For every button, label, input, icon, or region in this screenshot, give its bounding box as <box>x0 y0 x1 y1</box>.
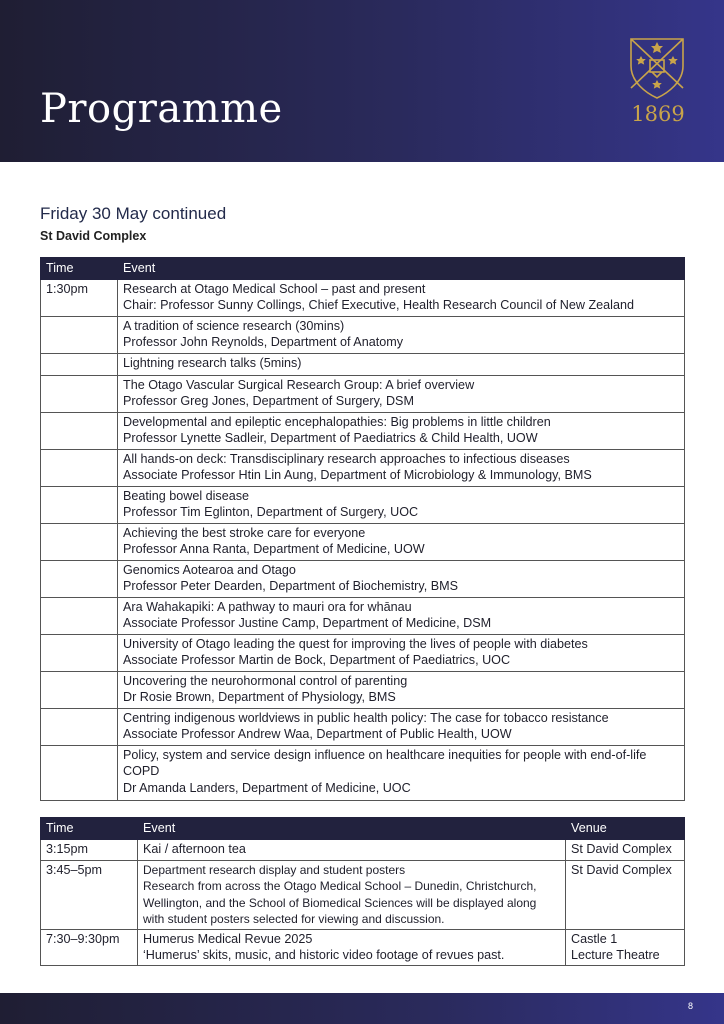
venue-name: St David Complex <box>571 862 672 877</box>
event-speaker: Chair: Professor Sunny Collings, Chief Executive, Health Research Council of New Zealand <box>123 298 634 312</box>
university-crest-icon <box>628 36 686 100</box>
event-cell <box>118 279 685 316</box>
event-title: The Otago Vascular Surgical Research Group: A brief overview <box>123 377 475 392</box>
venue-name: Castle 1 <box>571 931 618 946</box>
event-title: Department research display and student posters <box>143 862 406 877</box>
event-speaker: Dr Rosie Brown, Department of Physiology, BMS <box>123 690 396 704</box>
page-header <box>0 0 724 162</box>
event-cell <box>118 486 685 523</box>
event-cell <box>138 929 566 965</box>
table-row <box>41 449 685 486</box>
event-title: University of Otago leading the quest for improving the lives of people with diabetes <box>123 636 588 651</box>
event-title: Developmental and epileptic encephalopathies: Big problems in little children <box>123 414 551 429</box>
time-cell <box>41 449 118 486</box>
time-cell: 3:15pm <box>41 839 138 860</box>
event-title: Humerus Medical Revue 2025 <box>143 931 313 946</box>
table-row <box>41 353 685 375</box>
event-title: Kai / afternoon tea <box>143 841 246 856</box>
crest-year: 1869 <box>631 102 685 126</box>
time-cell: 7:30–9:30pm <box>41 929 138 965</box>
col-header-event: Event <box>118 258 685 280</box>
table-row <box>41 671 685 708</box>
table-row <box>41 279 685 316</box>
event-cell <box>138 839 566 860</box>
event-speaker: Professor Tim Eglinton, Department of Surgery, UOC <box>123 505 419 519</box>
event-speaker: Professor Greg Jones, Department of Surgery, DSM <box>123 394 414 408</box>
event-speaker: Associate Professor Justine Camp, Department of Medicine, DSM <box>123 616 492 630</box>
event-cell <box>118 560 685 597</box>
event-detail: ‘Humerus’ skits, music, and historic video footage of revues past. <box>143 948 505 962</box>
time-cell <box>41 316 118 353</box>
event-speaker: Professor Peter Dearden, Department of Biochemistry, BMS <box>123 579 459 593</box>
event-cell <box>118 375 685 412</box>
section-venue: St David Complex <box>40 229 147 243</box>
event-speaker: Associate Professor Martin de Bock, Department of Paediatrics, UOC <box>123 653 511 667</box>
talks-table-header <box>41 258 685 280</box>
event-cell <box>118 353 685 375</box>
table-row <box>41 839 685 860</box>
table-row <box>41 523 685 560</box>
venue-name: St David Complex <box>571 841 672 856</box>
event-title: Ara Wahakapiki: A pathway to mauri ora for whānau <box>123 599 412 614</box>
table-row <box>41 486 685 523</box>
page-number: 8 <box>687 1001 693 1011</box>
event-speaker: Associate Professor Htin Lin Aung, Department of Microbiology & Immunology, BMS <box>123 468 592 482</box>
col-header-venue: Venue <box>566 818 685 840</box>
event-title: Genomics Aotearoa and Otago <box>123 562 296 577</box>
event-detail: Research from across the Otago Medical School – Dunedin, Christchurch, Wellington, and the School of Biomedical Sciences will be displayed along with student posters selected for viewing and discussion. <box>143 879 537 926</box>
event-title: Policy, system and service design influence on healthcare inequities for people with end-of-life COPD <box>123 747 647 778</box>
event-cell <box>118 597 685 634</box>
col-header-time: Time <box>41 818 138 840</box>
event-title: Beating bowel disease <box>123 488 250 503</box>
time-cell <box>41 671 118 708</box>
table-row <box>41 597 685 634</box>
venue-cell <box>566 929 685 965</box>
event-speaker: Dr Amanda Landers, Department of Medicine, UOC <box>123 780 411 795</box>
page-footer <box>0 993 724 1024</box>
venue-room: Lecture Theatre <box>571 948 660 962</box>
col-header-time: Time <box>41 258 118 280</box>
evening-table <box>40 817 685 966</box>
event-title: Lightning research talks (5mins) <box>123 355 302 370</box>
time-cell <box>41 353 118 375</box>
time-cell <box>41 745 118 800</box>
col-header-event: Event <box>138 818 566 840</box>
time-cell: 1:30pm <box>41 279 118 316</box>
event-cell <box>118 523 685 560</box>
event-title: Achieving the best stroke care for everyone <box>123 525 366 540</box>
event-cell <box>118 671 685 708</box>
event-title: Centring indigenous worldviews in public health policy: The case for tobacco resistance <box>123 710 609 725</box>
event-cell <box>118 708 685 745</box>
event-cell <box>118 634 685 671</box>
event-cell <box>118 745 685 800</box>
event-speaker: Associate Professor Andrew Waa, Department of Public Health, UOW <box>123 727 512 741</box>
table-row <box>41 375 685 412</box>
time-cell: 3:45–5pm <box>41 860 138 929</box>
time-cell <box>41 708 118 745</box>
time-cell <box>41 560 118 597</box>
event-cell <box>118 449 685 486</box>
page-title: Programme <box>40 86 283 132</box>
evening-table-header <box>41 818 685 840</box>
time-cell <box>41 375 118 412</box>
event-title: Uncovering the neurohormonal control of parenting <box>123 673 408 688</box>
table-row <box>41 634 685 671</box>
section-title: Friday 30 May continued <box>40 204 227 223</box>
time-cell <box>41 523 118 560</box>
table-row <box>41 929 685 965</box>
event-cell <box>138 860 566 929</box>
time-cell <box>41 634 118 671</box>
table-row <box>41 412 685 449</box>
event-speaker: Professor Lynette Sadleir, Department of Paediatrics & Child Health, UOW <box>123 431 538 445</box>
table-row <box>41 860 685 929</box>
event-title: Research at Otago Medical School – past and present <box>123 281 426 296</box>
venue-cell <box>566 839 685 860</box>
event-speaker: Professor John Reynolds, Department of Anatomy <box>123 335 404 349</box>
event-cell <box>118 316 685 353</box>
time-cell <box>41 486 118 523</box>
time-cell <box>41 597 118 634</box>
event-speaker: Professor Anna Ranta, Department of Medicine, UOW <box>123 542 425 556</box>
talks-table <box>40 257 685 801</box>
table-row <box>41 316 685 353</box>
time-cell <box>41 412 118 449</box>
event-title: All hands-on deck: Transdisciplinary research approaches to infectious diseases <box>123 451 570 466</box>
event-title: A tradition of science research (30mins) <box>123 318 345 333</box>
table-row <box>41 745 685 800</box>
table-row <box>41 560 685 597</box>
venue-cell <box>566 860 685 929</box>
event-cell <box>118 412 685 449</box>
table-row <box>41 708 685 745</box>
